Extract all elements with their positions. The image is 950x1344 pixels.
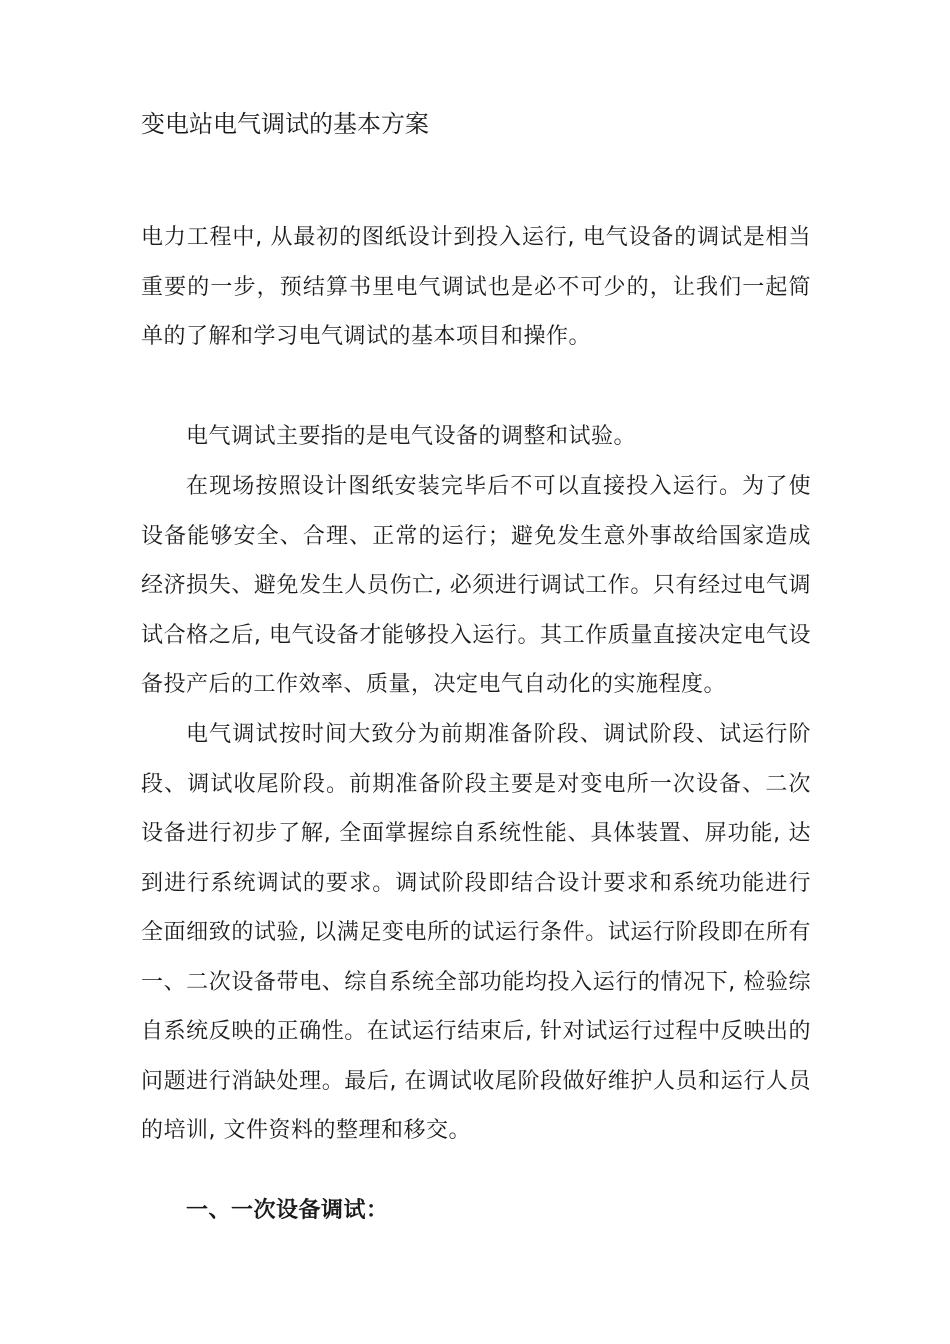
section-heading: 一、一次设备调试：	[186, 1198, 389, 1223]
intro-paragraph: 电力工程中, 从最初的图纸设计到投入运行, 电气设备的调试是相当重要的一步，预结算书里电气调试也是必不可少的，让我们一起简单的了解和学习电气调试的基本项目和操作。	[141, 225, 811, 349]
document-title: 变电站电气调试的基本方案	[141, 110, 429, 138]
body-paragraph: 电气调试按时间大致分为前期准备阶段、调试阶段、试运行阶段、调试收尾阶段。前期准备阶段主要是对变电所一次设备、二次设备进行初步了解, 全面掌握综自系统性能、具体装置、屏功能, 达到进行系统调试的要求。调试阶段即结合设计要求和系统功能进行全面细致的试验, 以满足变电所的试运行条件。试运行阶段即在所有一、二次设备带电、综自系统全部功能均投入运行的情况下, 检验综自系统反映的正确性。在试运行结束后, 针对试运行过程中反映出的问题进行消缺处理。最后, 在调试收尾阶段做好维护人员和运行人员的培训, 文件资料的整理和移交。	[141, 722, 811, 1143]
body-paragraph: 电气调试主要指的是电气设备的调整和试验。	[186, 424, 637, 449]
body-paragraph: 在现场按照设计图纸安装完毕后不可以直接投入运行。为了使设备能够安全、合理、正常的运行；避免发生意外事故给国家造成经济损失、避免发生人员伤亡, 必须进行调试工作。只有经过电气调试合格之后, 电气设备才能够投入运行。其工作质量直接决定电气设备投产后的工作效率、质量，决定电气自动化的实施程度。	[141, 474, 811, 697]
